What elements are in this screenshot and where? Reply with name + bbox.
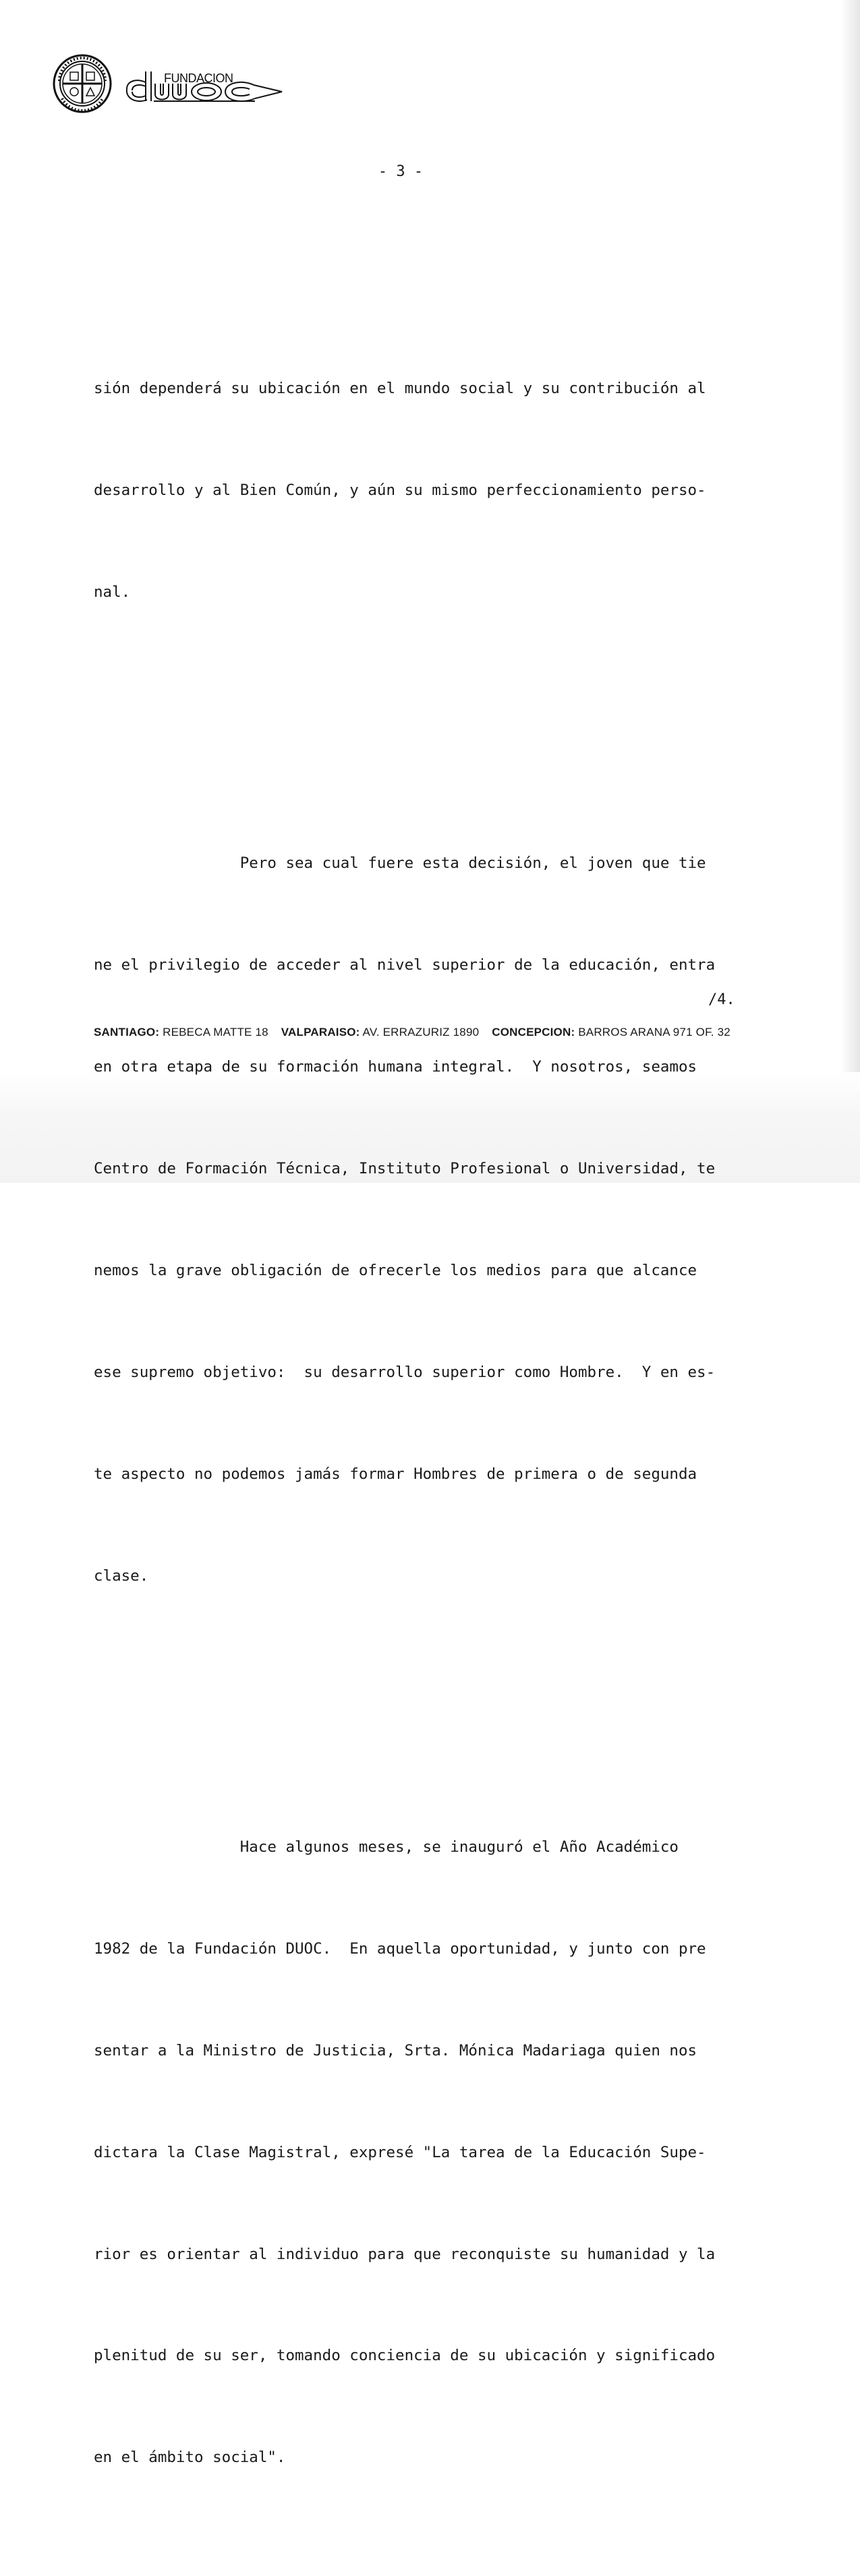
page-number: - 3 - [378, 163, 424, 180]
text-line: Centro de Formación Técnica, Instituto Profesional o Universidad, te [94, 1160, 716, 1178]
text-line: nal. [94, 583, 131, 601]
paragraph-3 [94, 1762, 782, 2542]
footer-city-valparaiso: VALPARAISO: [281, 1026, 360, 1038]
footer-city-santiago: SANTIAGO: [94, 1026, 160, 1038]
text-line: Hace algunos meses, se inauguró el Año Académico [94, 1838, 679, 1856]
text-line: dictara la Clase Magistral, expresé "La tarea de la Educación Supe- [94, 2143, 706, 2161]
fundacion-duoc-logo [53, 54, 285, 119]
footer-address-valparaiso: AV. ERRAZURIZ 1890 [362, 1026, 480, 1038]
paragraph-2 [94, 779, 782, 1661]
footer-city-concepcion: CONCEPCION: [492, 1026, 575, 1038]
paragraph-1 [94, 304, 782, 677]
text-line: en el ámbito social". [94, 2449, 286, 2467]
text-line: sión dependerá su ubicación en el mundo social y su contribución al [94, 380, 706, 398]
logo-organization-label: FUNDACION [164, 71, 233, 85]
text-line: plenitud de su ser, tomando conciencia de su ubicación y significado [94, 2347, 716, 2365]
text-line: 1982 de la Fundación DUOC. En aquella oportunidad, y junto con pre [94, 1939, 706, 1958]
footer-address-santiago: REBECA MATTE 18 [163, 1026, 268, 1038]
text-line: nemos la grave obligación de ofrecerle los medios para que alcance [94, 1261, 697, 1279]
text-line: en otra etapa de su formación humana integral. Y nosotros, seamos [94, 1058, 697, 1076]
text-line: Pero sea cual fuere esta decisión, el joven que tie [94, 854, 706, 873]
text-line: clase. [94, 1567, 149, 1585]
letter-body [94, 236, 782, 2576]
footer-address-concepcion: BARROS ARANA 971 OF. 32 [578, 1026, 730, 1038]
continuation-marker: /4. [708, 991, 735, 1008]
footer-addresses [94, 1026, 768, 1039]
text-line: ne el privilegio de acceder al nivel superior de la educación, entra [94, 956, 716, 974]
text-line: ese supremo objetivo: su desarrollo superior como Hombre. Y en es- [94, 1363, 716, 1381]
page-edge-shadow [841, 0, 860, 1183]
duoc-seal-icon [53, 54, 285, 119]
text-line: sentar a la Ministro de Justicia, Srta. Mónica Madariaga quien nos [94, 2041, 697, 2059]
text-line: rior es orientar al individuo para que reconquiste su humanidad y la [94, 2245, 716, 2263]
text-line: te aspecto no podemos jamás formar Hombres de primera o de segunda [94, 1465, 697, 1483]
text-line: desarrollo y al Bien Común, y aún su mismo perfeccionamiento perso- [94, 481, 706, 500]
